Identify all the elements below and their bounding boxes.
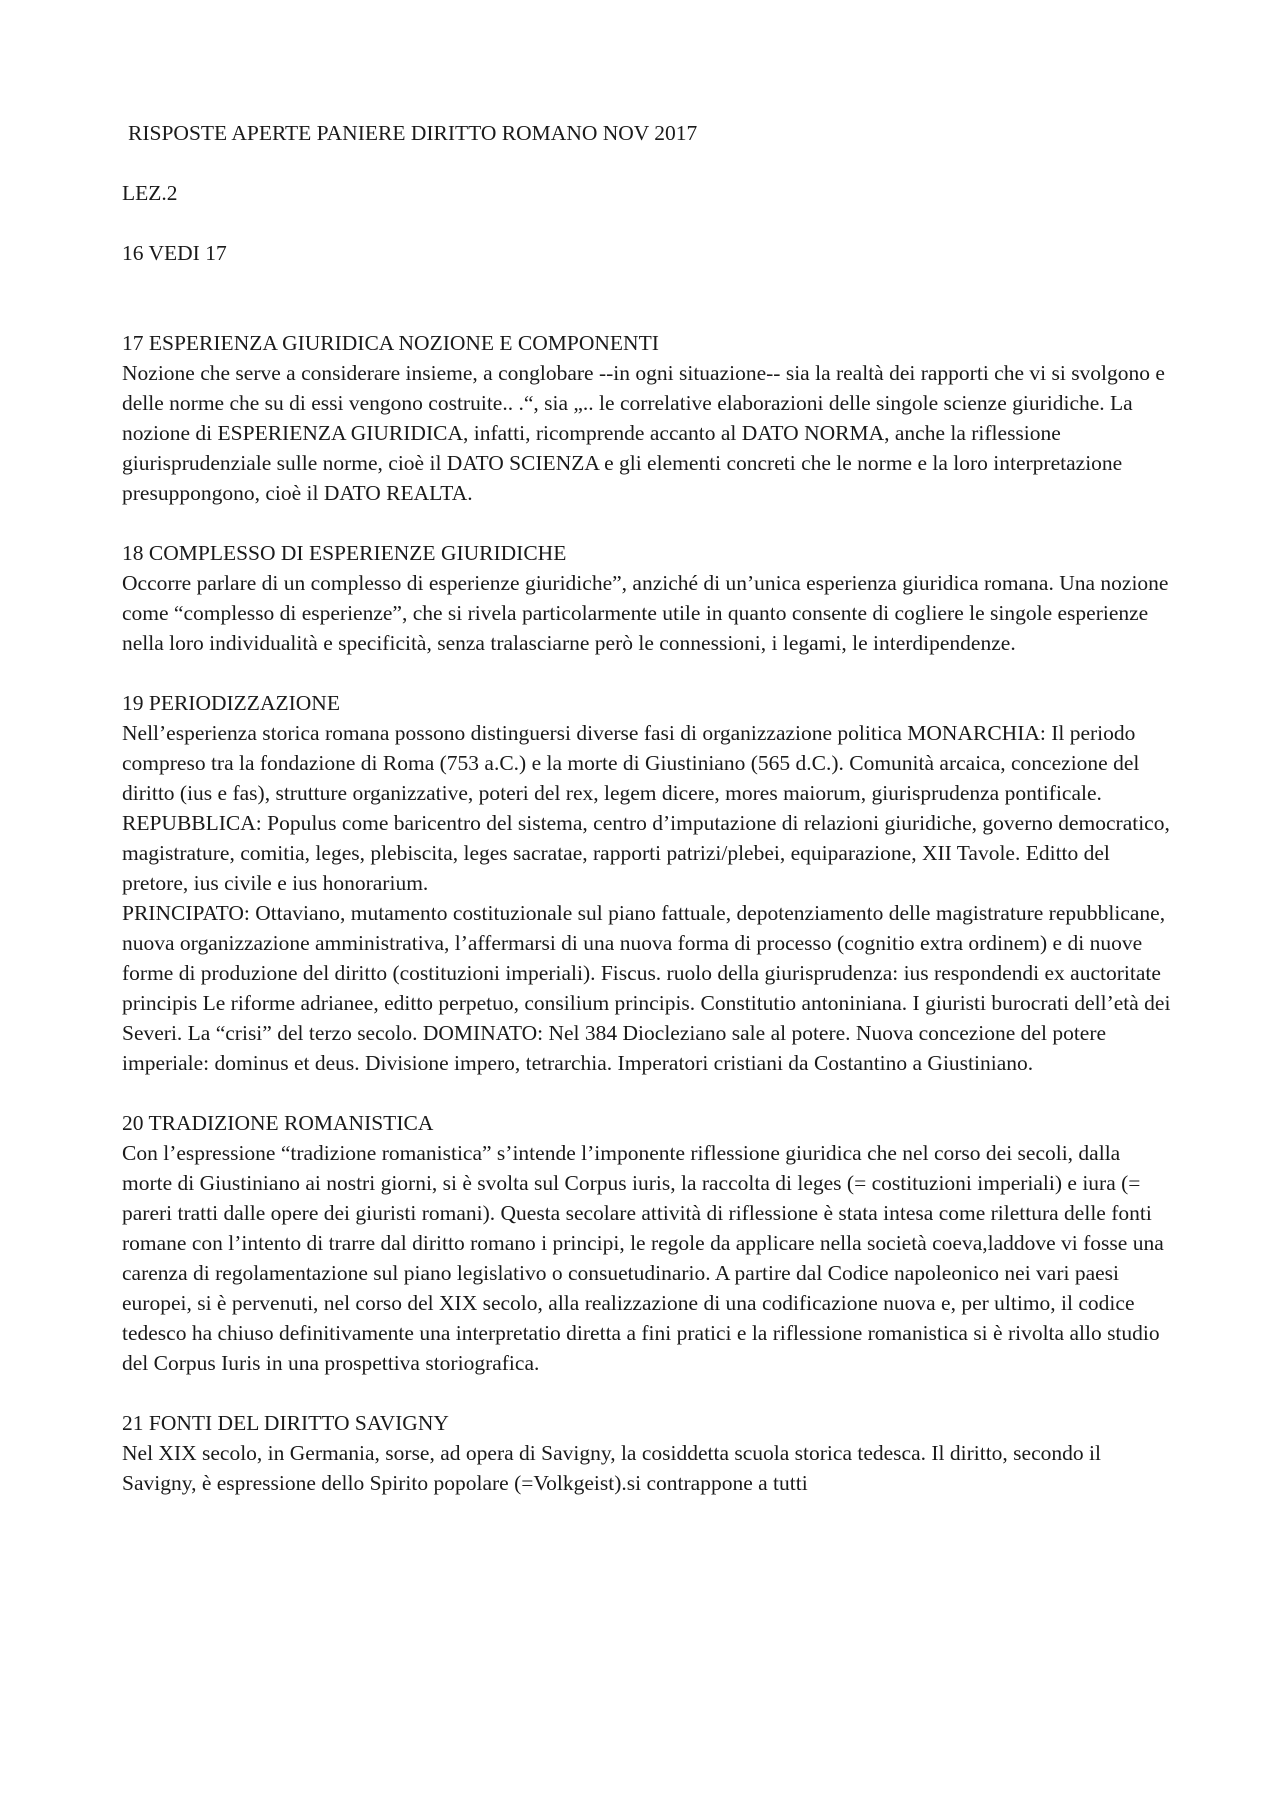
section-body [122, 718, 1172, 1078]
section-heading: 19 PERIODIZZAZIONE [122, 691, 340, 715]
lesson-label: LEZ.2 [122, 181, 178, 205]
section-body [122, 1438, 1172, 1498]
section-17 [122, 328, 1172, 508]
section-heading: 17 ESPERIENZA GIURIDICA NOZIONE E COMPONENTI [122, 331, 659, 355]
section-19 [122, 688, 1172, 1078]
section-paragraph: Nell’esperienza storica romana possono distinguersi diverse fasi di organizzazione politica MONARCHIA: Il periodo compreso tra la fondazione di Roma (753 a.C.) e la morte di Giustiniano (565 d.C.). Comunità arcaica, concezione del diritto (ius e fas), strutture organizzative, poteri del rex, legem dicere, mores maiorum, giurisprudenza pontificale. REPUBBLICA: Populus come baricentro del sistema, centro d’imputazione di relazioni giuridiche, governo democratico, magistrature, comitia, leges, plebiscita, leges sacratae, rapporti patrizi/plebei, equiparazione, XII Tavole. Editto del pretore, ius civile e ius honorarium. [122, 721, 1170, 895]
section-paragraph: Nel XIX secolo, in Germania, sorse, ad opera di Savigny, la cosiddetta scuola storica tedesca. Il diritto, secondo il Savigny, è espressione dello Spirito popolare (=Volkgeist).si contrappone a tutti [122, 1441, 1101, 1495]
section-20 [122, 1108, 1172, 1378]
section-paragraph: Con l’espressione “tradizione romanistica” s’intende l’imponente riflessione giuridica che nel corso dei secoli, dalla morte di Giustiniano ai nostri giorni, si è svolta sul Corpus iuris, la raccolta di leges (= costituzioni imperiali) e iura (= pareri tratti dalle opere dei giuristi romani). Questa secolare attività di riflessione è stata intesa come rilettura delle fonti romane con l’intento di trarre dal diritto romano i principi, le regole da applicare nella società coeva,laddove vi fosse una carenza di regolamentazione sul piano legislativo o consuetudinario. A partire dal Codice napoleonico nei vari paesi europei, si è pervenuti, nel corso del XIX secolo, alla realizzazione di una codificazione nuova e, per ultimo, il codice tedesco ha chiuso definitivamente una interpretatio diretta a fini pratici e la riflessione romanistica si è rivolta allo studio del Corpus Iuris in una prospettiva storiografica. [122, 1141, 1164, 1375]
section-heading: 18 COMPLESSO DI ESPERIENZE GIURIDICHE [122, 541, 567, 565]
section-body [122, 1138, 1172, 1378]
section-heading: 21 FONTI DEL DIRITTO SAVIGNY [122, 1411, 449, 1435]
section-paragraph: Nozione che serve a considerare insieme, a conglobare --in ogni situazione-- sia la realtà dei rapporti che vi si svolgono e delle norme che su di essi vengono costruite.. .“, sia „.. le correlative elaborazioni delle singole scienze giuridiche. La nozione di ESPERIENZA GIURIDICA, infatti, ricomprende accanto al DATO NORMA, anche la riflessione giurisprudenziale sulle norme, cioè il DATO SCIENZA e gli elementi concreti che le norme e la loro interpretazione presuppongono, cioè il DATO REALTA. [122, 361, 1165, 505]
section-paragraph: Occorre parlare di un complesso di esperienze giuridiche”, anziché di un’unica esperienza giuridica romana. Una nozione come “complesso di esperienze”, che si rivela particolarmente utile in quanto consente di cogliere le singole esperienze nella loro individualità e specificità, senza tralasciarne però le connessioni, i legami, le interdipendenze. [122, 571, 1169, 655]
section-paragraph: PRINCIPATO: Ottaviano, mutamento costituzionale sul piano fattuale, depotenziamento delle magistrature repubblicane, nuova organizzazione amministrativa, l’affermarsi di una nuova forma di processo (cognitio extra ordinem) e di nuove forme di produzione del diritto (costituzioni imperiali). Fiscus. ruolo della giurisprudenza: ius respondendi ex auctoritate principis Le riforme adrianee, editto perpetuo, consilium principis. Constitutio antoniniana. I giuristi burocrati dell’età dei Severi. La “crisi” del terzo secolo. DOMINATO: Nel 384 Diocleziano sale al potere. Nuova concezione del potere imperiale: dominus et deus. Divisione impero, tetrarchia. Imperatori cristiani da Costantino a Giustiniano. [122, 901, 1171, 1075]
section-body [122, 358, 1172, 508]
section-body [122, 568, 1172, 658]
section-heading: 20 TRADIZIONE ROMANISTICA [122, 1111, 434, 1135]
section-18 [122, 538, 1172, 658]
document-page [122, 118, 1172, 1528]
document-title: RISPOSTE APERTE PANIERE DIRITTO ROMANO NOV 2017 [128, 121, 698, 145]
cross-reference: 16 VEDI 17 [122, 241, 227, 265]
section-21 [122, 1408, 1172, 1498]
